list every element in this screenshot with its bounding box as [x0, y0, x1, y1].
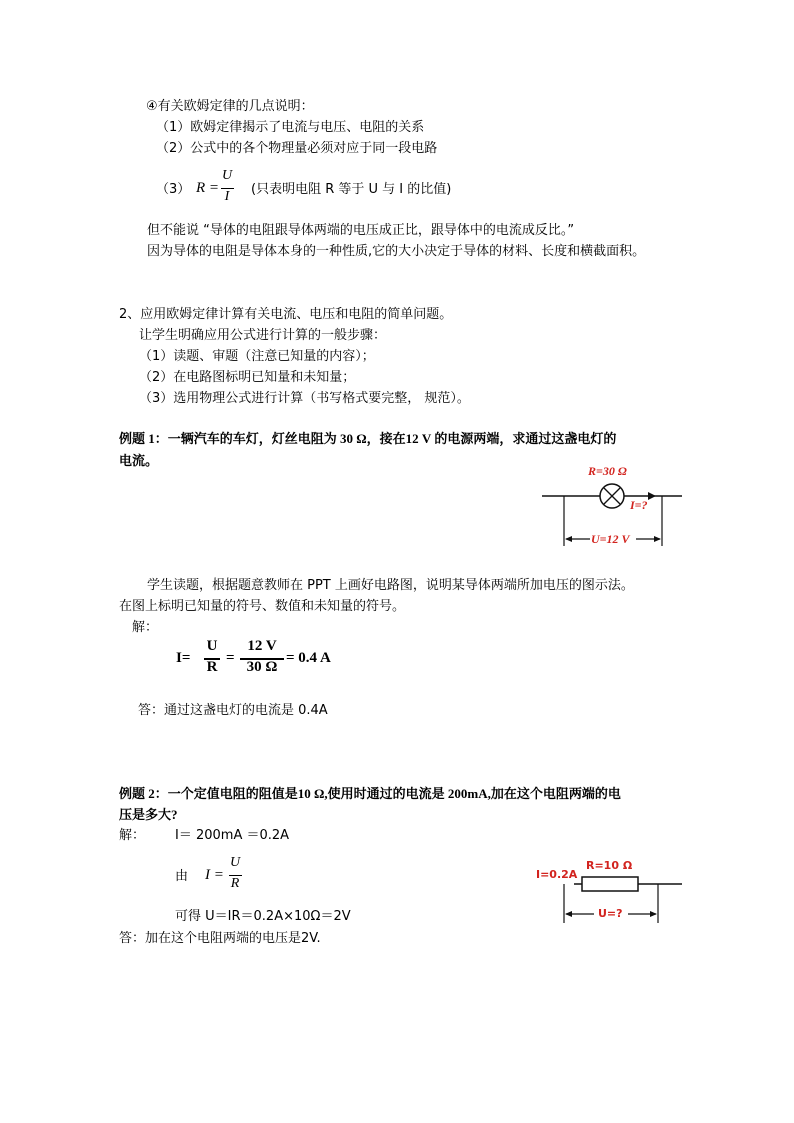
- current-arrow-icon: [648, 492, 656, 500]
- example1-formula: [176, 638, 376, 680]
- notes-item-3-prefix: （3）: [156, 182, 191, 197]
- example1-solution-label: 解：: [132, 620, 159, 635]
- example1-line-1: 例题 1：一辆汽车的车灯，灯丝电阻为 30 Ω，接在12 V 的电源两端，求通过这盏电灯的: [119, 431, 617, 446]
- formula-numerator: U: [221, 168, 233, 183]
- example2-given: I＝ 200mA ＝0.2A: [175, 828, 290, 843]
- formula-denominator-1: R: [206, 659, 218, 675]
- section2-step-2: （2）在电路图标明已知量和未知量；: [139, 370, 356, 385]
- section2-intro: 让学生明确应用公式进行计算的一般步骤：: [139, 328, 387, 343]
- example2-resistance-label: R=10 Ω: [586, 859, 633, 872]
- formula-denominator: R: [230, 876, 240, 891]
- resistor-icon: [582, 877, 638, 891]
- example1-current-label: I=?: [630, 498, 648, 512]
- example2-result: 可得 U＝IR＝0.2A×10Ω＝2V: [175, 909, 351, 924]
- formula-numerator: U: [229, 855, 241, 870]
- example1-voltage-label: U=12 V: [591, 532, 630, 546]
- notes-heading: ④有关欧姆定律的几点说明：: [146, 99, 314, 114]
- notes-because-line: 因为导体的电阻是导体本身的一种性质,它的大小决定于导体的材料、长度和横截面积。: [147, 244, 646, 259]
- example2-answer: 答：加在这个电阻两端的电压是2V.: [119, 931, 321, 946]
- example1-answer: 答：通过这盏电灯的电流是 0.4A: [138, 703, 328, 718]
- voltage-arrow-right-head: [654, 536, 661, 542]
- notes-but-line: 但不能说 “导体的电阻跟导体两端的电压成正比，跟导体中的电流成反比。”: [147, 223, 575, 238]
- notes-item-2: （2）公式中的各个物理量必须对应于同一段电路: [156, 141, 438, 156]
- formula-numerator-1: U: [206, 638, 218, 654]
- example2-line-2: 压是多大?: [119, 807, 178, 822]
- formula-lhs: R =: [196, 180, 220, 196]
- example2-by-formula: [205, 855, 255, 895]
- example2-current-label: I=0.2A: [536, 868, 578, 881]
- voltage-arrow-left-head: [565, 911, 572, 917]
- formula-lhs: I =: [205, 867, 224, 883]
- section2-step-1: （1）读题、审题（注意已知量的内容）；: [139, 349, 375, 364]
- formula-denominator-2: 30 Ω: [246, 659, 278, 675]
- example1-para-1: 学生读题，根据题意教师在 PPT 上画好电路图，说明某导体两端所加电压的图示法。: [147, 578, 634, 593]
- formula-equals: =: [226, 650, 235, 666]
- voltage-arrow-right-head: [650, 911, 657, 917]
- example1-para-2: 在图上标明已知量的符号、数值和未知量的符号。: [119, 599, 406, 614]
- formula-numerator-2: 12 V: [247, 638, 277, 654]
- example2-voltage-label: U=?: [598, 907, 623, 920]
- example1-resistance-label: R=30 Ω: [588, 464, 627, 478]
- notes-item-1: （1）欧姆定律揭示了电流与电压、电阻的关系: [156, 120, 425, 135]
- example2-by-label: 由: [175, 869, 189, 884]
- formula-denominator: I: [224, 189, 230, 204]
- voltage-arrow-left-head: [565, 536, 572, 542]
- notes-item-3-note: (只表明电阻 R 等于 U 与 I 的比值): [251, 182, 452, 197]
- section2-title: 2、应用欧姆定律计算有关电流、电压和电阻的简单问题。: [119, 307, 453, 322]
- notes-item-3-formula: [196, 168, 246, 208]
- example2-line-1: 例题 2：一个定值电阻的阻值是10 Ω,使用时通过的电流是 200mA,加在这个电阻两端的电: [119, 786, 621, 801]
- formula-result: = 0.4 A: [286, 650, 331, 666]
- example2-solution-label: 解：: [119, 828, 146, 843]
- formula-lhs: I=: [176, 650, 191, 666]
- example1-line-2: 电流。: [119, 453, 159, 468]
- section2-step-3: （3）选用物理公式进行计算（书写格式要完整， 规范）。: [139, 391, 470, 406]
